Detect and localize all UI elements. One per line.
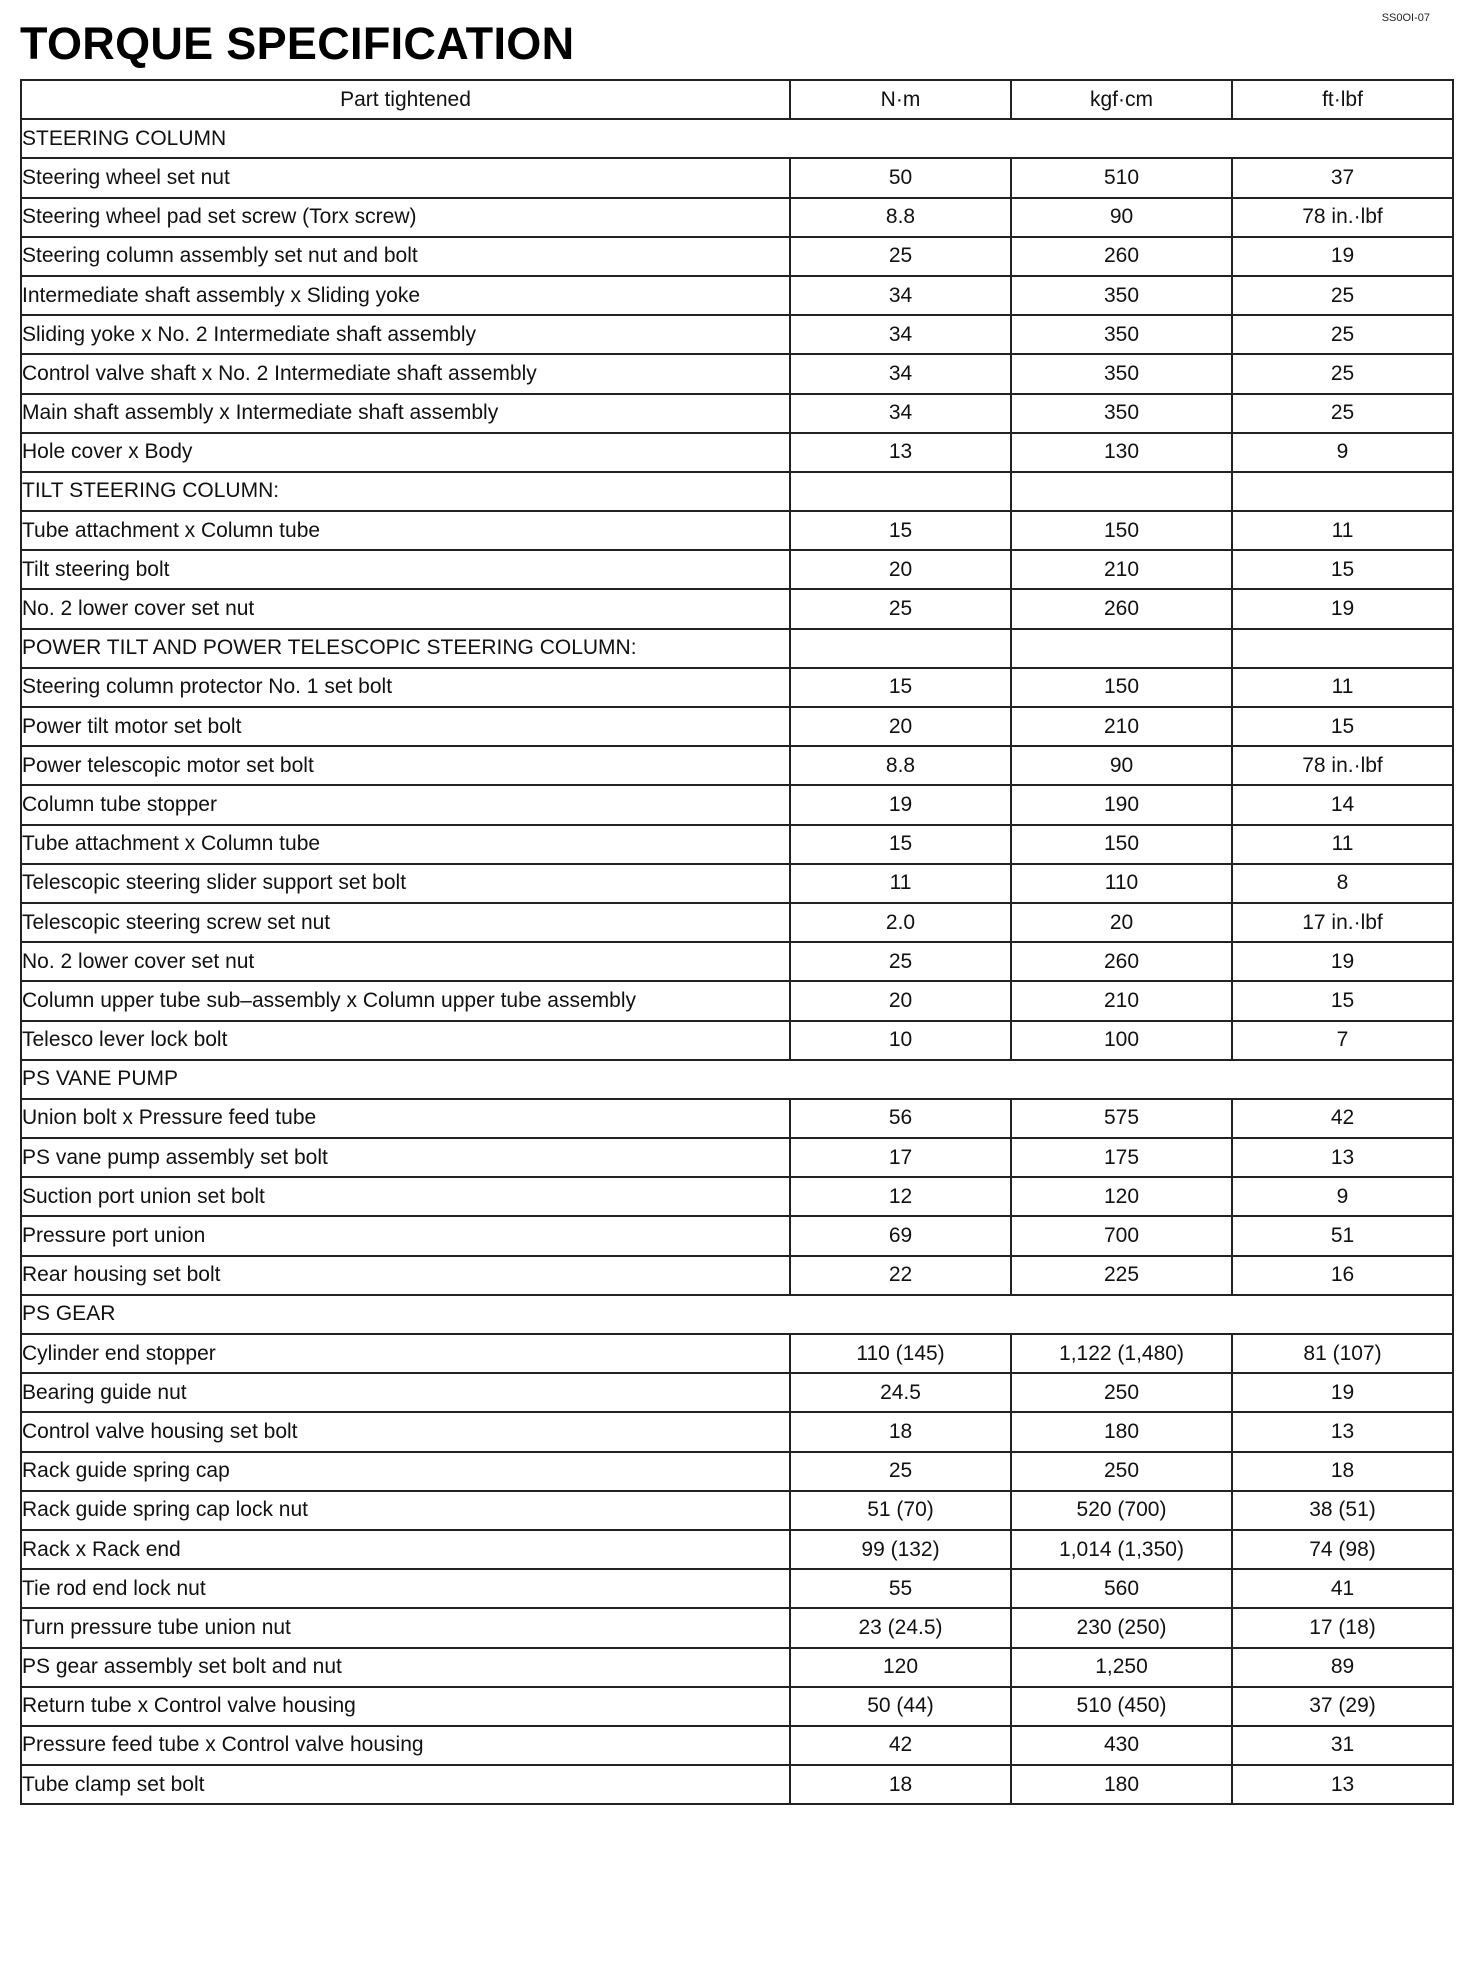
nm-value-cell: 13 — [790, 433, 1011, 472]
ftlbf-value-cell: 38 (51) — [1232, 1491, 1453, 1530]
nm-value-cell — [790, 472, 1011, 511]
table-row — [21, 1530, 1453, 1569]
table-row — [21, 1138, 1453, 1177]
part-name-cell: Telescopic steering slider support set bolt — [21, 864, 790, 903]
ftlbf-value-cell: 13 — [1232, 1138, 1453, 1177]
table-row — [21, 394, 1453, 433]
ftlbf-value-cell: 41 — [1232, 1569, 1453, 1608]
kgfcm-value-cell: 430 — [1011, 1726, 1232, 1765]
nm-value-cell: 50 (44) — [790, 1687, 1011, 1726]
table-row — [21, 158, 1453, 197]
part-name-cell: Telescopic steering screw set nut — [21, 903, 790, 942]
part-name-cell: Rack guide spring cap lock nut — [21, 1491, 790, 1530]
ftlbf-value-cell: 19 — [1232, 589, 1453, 628]
kgfcm-value-cell: 130 — [1011, 433, 1232, 472]
kgfcm-value-cell: 250 — [1011, 1452, 1232, 1491]
table-row — [21, 1765, 1453, 1804]
nm-value-cell: 20 — [790, 707, 1011, 746]
kgfcm-value-cell: 520 (700) — [1011, 1491, 1232, 1530]
part-name-cell: Pressure port union — [21, 1216, 790, 1255]
ftlbf-value-cell — [1232, 472, 1453, 511]
page-title: TORQUE SPECIFICATION — [20, 18, 575, 69]
kgfcm-value-cell — [1011, 629, 1232, 668]
ftlbf-value-cell: 74 (98) — [1232, 1530, 1453, 1569]
ftlbf-value-cell: 11 — [1232, 825, 1453, 864]
nm-value-cell: 12 — [790, 1177, 1011, 1216]
ftlbf-value-cell: 15 — [1232, 981, 1453, 1020]
nm-value-cell: 34 — [790, 394, 1011, 433]
kgfcm-value-cell: 180 — [1011, 1412, 1232, 1451]
part-name-cell: Rear housing set bolt — [21, 1256, 790, 1295]
table-row — [21, 1648, 1453, 1687]
kgfcm-value-cell: 100 — [1011, 1021, 1232, 1060]
nm-value-cell: 50 — [790, 158, 1011, 197]
kgfcm-value-cell — [1011, 472, 1232, 511]
part-name-cell: Suction port union set bolt — [21, 1177, 790, 1216]
kgfcm-value-cell: 150 — [1011, 825, 1232, 864]
part-name-cell: Tilt steering bolt — [21, 550, 790, 589]
nm-value-cell: 20 — [790, 981, 1011, 1020]
kgfcm-value-cell: 1,250 — [1011, 1648, 1232, 1687]
kgfcm-value-cell: 175 — [1011, 1138, 1232, 1177]
nm-value-cell: 19 — [790, 785, 1011, 824]
nm-value-cell: 120 — [790, 1648, 1011, 1687]
nm-value-cell: 20 — [790, 550, 1011, 589]
kgfcm-value-cell: 510 (450) — [1011, 1687, 1232, 1726]
kgfcm-value-cell: 230 (250) — [1011, 1608, 1232, 1647]
kgfcm-value-cell: 210 — [1011, 550, 1232, 589]
part-name-cell: Tube attachment x Column tube — [21, 511, 790, 550]
column-header-kgfcm: kgf·cm — [1011, 80, 1232, 119]
ftlbf-value-cell: 19 — [1232, 942, 1453, 981]
part-name-cell: Control valve shaft x No. 2 Intermediate shaft assembly — [21, 354, 790, 393]
kgfcm-value-cell: 110 — [1011, 864, 1232, 903]
ftlbf-value-cell: 11 — [1232, 668, 1453, 707]
nm-value-cell: 15 — [790, 511, 1011, 550]
table-row — [21, 629, 1453, 668]
ftlbf-value-cell: 15 — [1232, 550, 1453, 589]
table-row — [21, 1726, 1453, 1765]
table-header-row — [21, 80, 1453, 119]
kgfcm-value-cell: 260 — [1011, 589, 1232, 628]
nm-value-cell: 34 — [790, 276, 1011, 315]
part-name-cell: Intermediate shaft assembly x Sliding yoke — [21, 276, 790, 315]
table-row — [21, 1177, 1453, 1216]
nm-value-cell: 18 — [790, 1765, 1011, 1804]
part-name-cell: Power telescopic motor set bolt — [21, 746, 790, 785]
kgfcm-value-cell: 560 — [1011, 1569, 1232, 1608]
table-row — [21, 668, 1453, 707]
part-name-cell: Steering wheel set nut — [21, 158, 790, 197]
ftlbf-value-cell: 11 — [1232, 511, 1453, 550]
table-row — [21, 433, 1453, 472]
kgfcm-value-cell: 700 — [1011, 1216, 1232, 1255]
ftlbf-value-cell: 13 — [1232, 1765, 1453, 1804]
table-row — [21, 942, 1453, 981]
part-name-cell: Sliding yoke x No. 2 Intermediate shaft assembly — [21, 315, 790, 354]
nm-value-cell: 25 — [790, 589, 1011, 628]
table-row — [21, 550, 1453, 589]
table-row — [21, 354, 1453, 393]
part-name-cell: Pressure feed tube x Control valve housing — [21, 1726, 790, 1765]
kgfcm-value-cell: 20 — [1011, 903, 1232, 942]
kgfcm-value-cell: 90 — [1011, 198, 1232, 237]
part-name-cell: Bearing guide nut — [21, 1373, 790, 1412]
kgfcm-value-cell: 510 — [1011, 158, 1232, 197]
nm-value-cell: 34 — [790, 354, 1011, 393]
ftlbf-value-cell: 17 in.·lbf — [1232, 903, 1453, 942]
nm-value-cell: 8.8 — [790, 198, 1011, 237]
part-name-cell: Tube attachment x Column tube — [21, 825, 790, 864]
nm-value-cell: 8.8 — [790, 746, 1011, 785]
nm-value-cell: 51 (70) — [790, 1491, 1011, 1530]
kgfcm-value-cell: 1,014 (1,350) — [1011, 1530, 1232, 1569]
nm-value-cell: 24.5 — [790, 1373, 1011, 1412]
kgfcm-value-cell: 350 — [1011, 394, 1232, 433]
ftlbf-value-cell: 25 — [1232, 354, 1453, 393]
part-name-cell: No. 2 lower cover set nut — [21, 589, 790, 628]
table-row — [21, 785, 1453, 824]
section-row — [21, 1060, 1453, 1099]
section-title: PS GEAR — [21, 1295, 1453, 1334]
kgfcm-value-cell: 225 — [1011, 1256, 1232, 1295]
part-name-cell: Steering wheel pad set screw (Torx screw) — [21, 198, 790, 237]
section-title: STEERING COLUMN — [21, 119, 1453, 158]
ftlbf-value-cell: 25 — [1232, 315, 1453, 354]
torque-spec-table — [20, 79, 1454, 1805]
table-row — [21, 746, 1453, 785]
nm-value-cell: 99 (132) — [790, 1530, 1011, 1569]
table-row — [21, 1021, 1453, 1060]
table-row — [21, 707, 1453, 746]
nm-value-cell: 25 — [790, 942, 1011, 981]
nm-value-cell: 25 — [790, 237, 1011, 276]
kgfcm-value-cell: 575 — [1011, 1099, 1232, 1138]
section-row — [21, 1295, 1453, 1334]
nm-value-cell: 11 — [790, 864, 1011, 903]
table-row — [21, 315, 1453, 354]
nm-value-cell: 110 (145) — [790, 1334, 1011, 1373]
table-row — [21, 1608, 1453, 1647]
ftlbf-value-cell: 42 — [1232, 1099, 1453, 1138]
section-row — [21, 119, 1453, 158]
table-row — [21, 511, 1453, 550]
nm-value-cell: 15 — [790, 825, 1011, 864]
table-row — [21, 825, 1453, 864]
kgfcm-value-cell: 90 — [1011, 746, 1232, 785]
part-name-cell: Column upper tube sub–assembly x Column upper tube assembly — [21, 981, 790, 1020]
part-name-cell: Control valve housing set bolt — [21, 1412, 790, 1451]
nm-value-cell: 69 — [790, 1216, 1011, 1255]
nm-value-cell: 34 — [790, 315, 1011, 354]
kgfcm-value-cell: 120 — [1011, 1177, 1232, 1216]
part-name-cell: Rack guide spring cap — [21, 1452, 790, 1491]
table-row — [21, 1256, 1453, 1295]
column-header-nm: N·m — [790, 80, 1011, 119]
ftlbf-value-cell: 8 — [1232, 864, 1453, 903]
part-name-cell: Tube clamp set bolt — [21, 1765, 790, 1804]
kgfcm-value-cell: 180 — [1011, 1765, 1232, 1804]
ftlbf-value-cell: 37 — [1232, 158, 1453, 197]
ftlbf-value-cell: 78 in.·lbf — [1232, 198, 1453, 237]
ftlbf-value-cell: 14 — [1232, 785, 1453, 824]
kgfcm-value-cell: 190 — [1011, 785, 1232, 824]
kgfcm-value-cell: 260 — [1011, 237, 1232, 276]
kgfcm-value-cell: 150 — [1011, 668, 1232, 707]
ftlbf-value-cell: 18 — [1232, 1452, 1453, 1491]
kgfcm-value-cell: 210 — [1011, 981, 1232, 1020]
part-name-cell: Tie rod end lock nut — [21, 1569, 790, 1608]
kgfcm-value-cell: 350 — [1011, 354, 1232, 393]
table-row — [21, 1452, 1453, 1491]
part-name-cell: Steering column assembly set nut and bolt — [21, 237, 790, 276]
kgfcm-value-cell: 210 — [1011, 707, 1232, 746]
part-name-cell: Column tube stopper — [21, 785, 790, 824]
section-title: PS VANE PUMP — [21, 1060, 1453, 1099]
kgfcm-value-cell: 350 — [1011, 276, 1232, 315]
ftlbf-value-cell: 78 in.·lbf — [1232, 746, 1453, 785]
column-header-part: Part tightened — [21, 80, 790, 119]
part-name-cell: Turn pressure tube union nut — [21, 1608, 790, 1647]
table-row — [21, 198, 1453, 237]
nm-value-cell: 56 — [790, 1099, 1011, 1138]
table-row — [21, 276, 1453, 315]
nm-value-cell: 10 — [790, 1021, 1011, 1060]
nm-value-cell: 55 — [790, 1569, 1011, 1608]
table-row — [21, 1569, 1453, 1608]
table-row — [21, 1412, 1453, 1451]
part-name-cell: Return tube x Control valve housing — [21, 1687, 790, 1726]
table-row — [21, 1216, 1453, 1255]
nm-value-cell: 25 — [790, 1452, 1011, 1491]
ftlbf-value-cell: 19 — [1232, 237, 1453, 276]
ftlbf-value-cell: 51 — [1232, 1216, 1453, 1255]
ftlbf-value-cell: 15 — [1232, 707, 1453, 746]
ftlbf-value-cell: 31 — [1232, 1726, 1453, 1765]
ftlbf-value-cell: 89 — [1232, 1648, 1453, 1687]
table-row — [21, 1334, 1453, 1373]
part-name-cell: POWER TILT AND POWER TELESCOPIC STEERING COLUMN: — [21, 629, 790, 668]
part-name-cell: TILT STEERING COLUMN: — [21, 472, 790, 511]
ftlbf-value-cell: 9 — [1232, 433, 1453, 472]
table-row — [21, 1687, 1453, 1726]
kgfcm-value-cell: 250 — [1011, 1373, 1232, 1412]
part-name-cell: Rack x Rack end — [21, 1530, 790, 1569]
nm-value-cell: 22 — [790, 1256, 1011, 1295]
ftlbf-value-cell: 17 (18) — [1232, 1608, 1453, 1647]
ftlbf-value-cell: 9 — [1232, 1177, 1453, 1216]
ftlbf-value-cell: 19 — [1232, 1373, 1453, 1412]
table-row — [21, 1373, 1453, 1412]
table-row — [21, 589, 1453, 628]
nm-value-cell: 15 — [790, 668, 1011, 707]
kgfcm-value-cell: 350 — [1011, 315, 1232, 354]
table-row — [21, 1099, 1453, 1138]
part-name-cell: PS gear assembly set bolt and nut — [21, 1648, 790, 1687]
nm-value-cell: 42 — [790, 1726, 1011, 1765]
ftlbf-value-cell — [1232, 629, 1453, 668]
table-body — [21, 119, 1453, 1804]
nm-value-cell: 18 — [790, 1412, 1011, 1451]
table-row — [21, 237, 1453, 276]
nm-value-cell — [790, 629, 1011, 668]
kgfcm-value-cell: 150 — [1011, 511, 1232, 550]
ftlbf-value-cell: 7 — [1232, 1021, 1453, 1060]
table-row — [21, 903, 1453, 942]
part-name-cell: No. 2 lower cover set nut — [21, 942, 790, 981]
ftlbf-value-cell: 25 — [1232, 394, 1453, 433]
table-row — [21, 1491, 1453, 1530]
part-name-cell: Telesco lever lock bolt — [21, 1021, 790, 1060]
kgfcm-value-cell: 1,122 (1,480) — [1011, 1334, 1232, 1373]
part-name-cell: Main shaft assembly x Intermediate shaft assembly — [21, 394, 790, 433]
column-header-ftlbf: ft·lbf — [1232, 80, 1453, 119]
nm-value-cell: 17 — [790, 1138, 1011, 1177]
nm-value-cell: 23 (24.5) — [790, 1608, 1011, 1647]
table-row — [21, 981, 1453, 1020]
ftlbf-value-cell: 13 — [1232, 1412, 1453, 1451]
table-row — [21, 472, 1453, 511]
ftlbf-value-cell: 37 (29) — [1232, 1687, 1453, 1726]
nm-value-cell: 2.0 — [790, 903, 1011, 942]
table-row — [21, 864, 1453, 903]
kgfcm-value-cell: 260 — [1011, 942, 1232, 981]
ftlbf-value-cell: 81 (107) — [1232, 1334, 1453, 1373]
part-name-cell: Power tilt motor set bolt — [21, 707, 790, 746]
part-name-cell: Cylinder end stopper — [21, 1334, 790, 1373]
part-name-cell: Steering column protector No. 1 set bolt — [21, 668, 790, 707]
part-name-cell: Union bolt x Pressure feed tube — [21, 1099, 790, 1138]
ftlbf-value-cell: 25 — [1232, 276, 1453, 315]
document-code: SS0OI-07 — [1381, 12, 1430, 24]
ftlbf-value-cell: 16 — [1232, 1256, 1453, 1295]
part-name-cell: Hole cover x Body — [21, 433, 790, 472]
part-name-cell: PS vane pump assembly set bolt — [21, 1138, 790, 1177]
